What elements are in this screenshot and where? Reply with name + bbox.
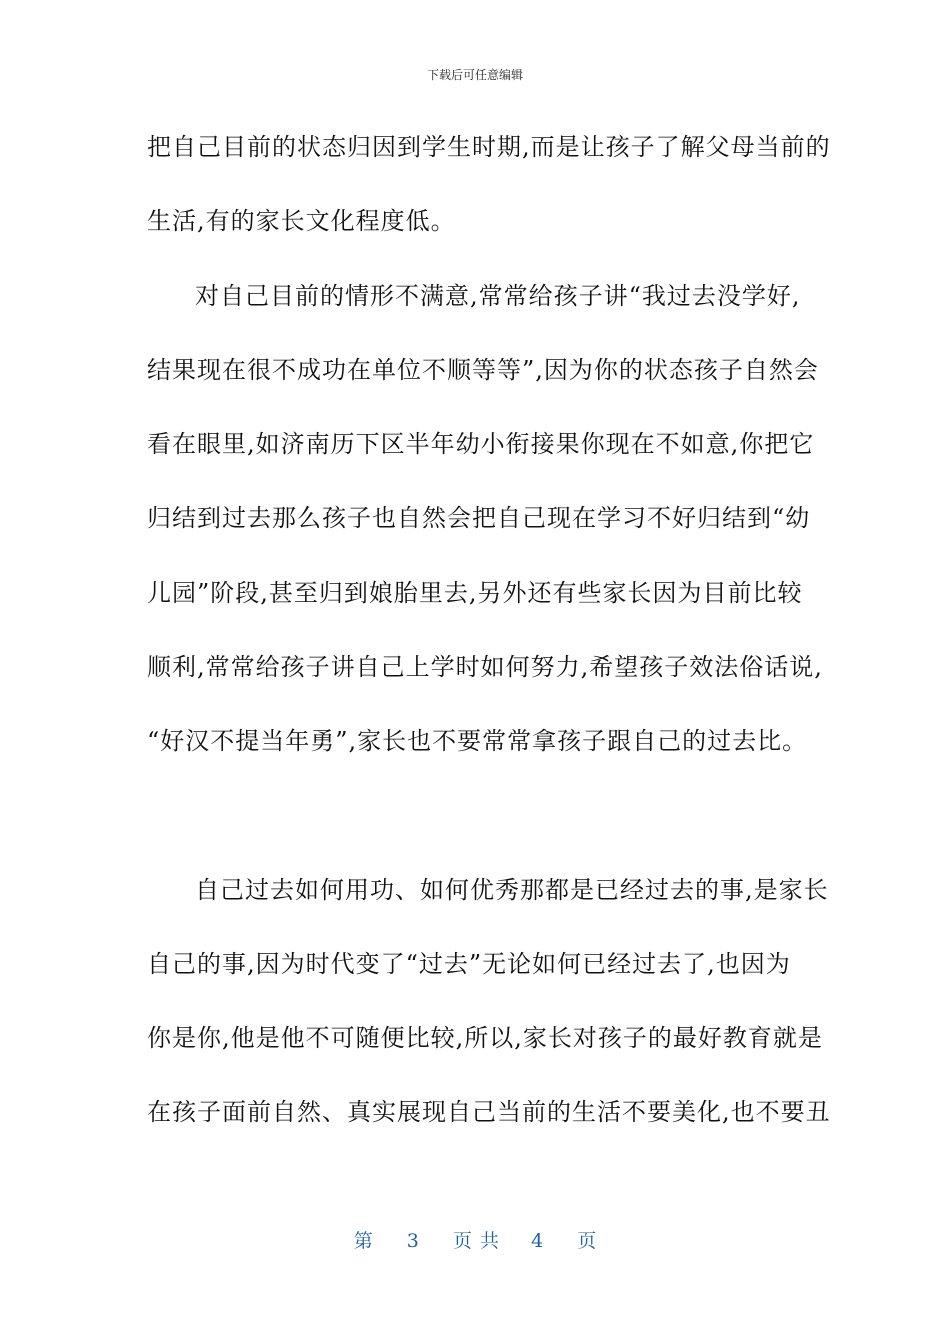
- page-footer: [0, 1226, 950, 1253]
- text-line: 自己的事,因为时代变了“过去”无论如何已经过去了,也因为: [147, 950, 791, 978]
- text-line: 顺利,常常给孩子讲自己上学时如何努力,希望孩子效法俗话说,: [147, 653, 823, 681]
- current-page-number: 3: [406, 1230, 419, 1252]
- text-line: 看在眼里,如济南历下区半年幼小衔接果你现在不如意,你把它: [147, 430, 815, 458]
- text-line: “好汉不提当年勇”,家长也不要常常拿孩子跟自己的过去比。: [147, 727, 808, 755]
- text-line: 儿园”阶段,甚至归到娘胎里去,另外还有些家长因为目前比较: [147, 579, 803, 607]
- text-line: 结果现在很不成功在单位不顺等等”,因为你的状态孩子自然会: [147, 356, 819, 384]
- footer-suffix: 页: [577, 1230, 597, 1252]
- text-line: 自己过去如何用功、如何优秀那都是已经过去的事,是家长: [195, 876, 829, 904]
- footer-prefix: 第: [353, 1230, 373, 1252]
- text-line: 生活,有的家长文化程度低。: [147, 207, 456, 235]
- text-line: 对自己目前的情形不满意,常常给孩子讲“我过去没学好,: [195, 282, 801, 310]
- text-line: 归结到过去那么孩子也自然会把自己现在学习不好归结到“幼: [147, 504, 811, 532]
- total-page-number: 4: [531, 1230, 544, 1252]
- text-line: 你是你,他是他不可随便比较,所以,家长对孩子的最好教育就是: [147, 1024, 823, 1052]
- text-line: 在孩子面前自然、真实展现自己当前的生活不要美化,也不要丑: [147, 1098, 831, 1126]
- footer-middle: 页共: [452, 1230, 507, 1252]
- page-header: 下载后可任意编辑: [426, 68, 523, 82]
- text-line: 把自己目前的状态归因到学生时期,而是让孩子了解父母当前的: [147, 133, 831, 161]
